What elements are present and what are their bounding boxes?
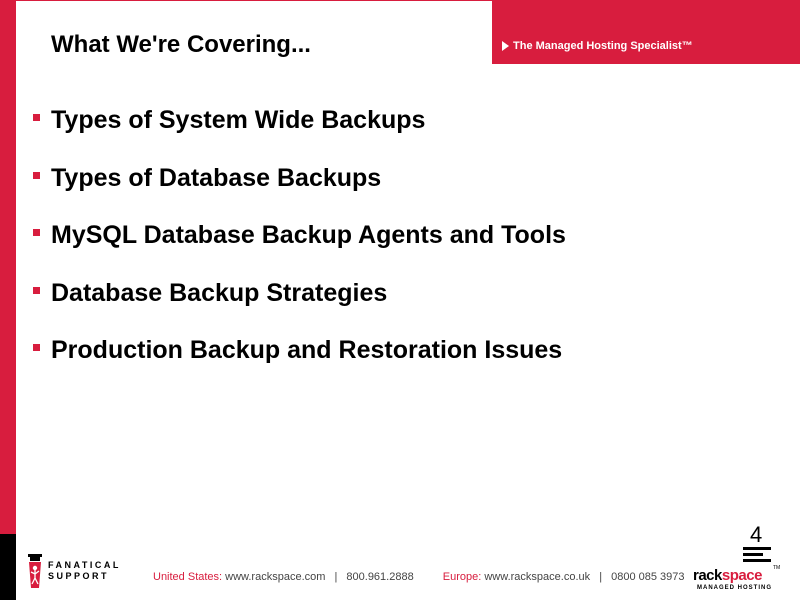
logo-tm: TM: [773, 565, 781, 571]
bullet-text: Types of System Wide Backups: [51, 106, 426, 134]
bullet-text: MySQL Database Backup Agents and Tools: [51, 221, 566, 249]
logo-bar: [743, 547, 771, 550]
eu-site-link[interactable]: www.rackspace.co.uk: [484, 571, 591, 583]
play-arrow-icon: [502, 41, 509, 51]
bullet-item: [33, 164, 566, 222]
support-text: SUPPORT: [48, 571, 110, 581]
bullet-item: [33, 336, 566, 394]
bullet-square-icon: [33, 287, 40, 294]
logo-bar: [743, 553, 763, 556]
rackspace-bars-icon: [743, 547, 771, 565]
logo-rack-text: rack: [693, 567, 722, 584]
logo-subtitle: MANAGED HOSTING: [697, 585, 772, 591]
eu-phone: 0800 085 3973: [611, 571, 685, 583]
tagline-text: The Managed Hosting Specialist™: [513, 40, 693, 52]
separator: |: [334, 571, 338, 583]
footer-contact: [153, 571, 685, 583]
bullet-square-icon: [33, 229, 40, 236]
slide-title: What We're Covering...: [51, 31, 311, 58]
logo-space-text: space: [721, 567, 762, 584]
us-site-link[interactable]: www.rackspace.com: [225, 571, 326, 583]
bullet-text: Types of Database Backups: [51, 163, 382, 192]
separator: |: [599, 571, 603, 583]
bullet-square-icon: [33, 172, 40, 179]
us-label: United States:: [153, 571, 223, 583]
bullet-text: Production Backup and Restoration Issues: [51, 336, 563, 364]
rackspace-logo: [693, 545, 783, 597]
tagline-banner: [492, 0, 800, 64]
header-rule: [16, 0, 492, 1]
eu-label: Europe:: [442, 571, 482, 583]
rackspace-wordmark: [693, 567, 762, 584]
us-phone: 800.961.2888: [346, 571, 414, 583]
bullet-item: [33, 106, 566, 164]
bullet-square-icon: [33, 114, 40, 121]
fanatical-figure-icon: [26, 554, 44, 588]
tagline: [502, 40, 693, 52]
fanatical-support-logo: [26, 552, 121, 590]
page-number: 4: [750, 522, 763, 547]
logo-bar: [743, 559, 771, 562]
left-accent-bar-footer: [0, 534, 16, 600]
fanatical-text: FANATICAL: [48, 560, 121, 570]
bullet-text: Database Backup Strategies: [51, 278, 388, 307]
bullet-item: [33, 279, 566, 337]
left-accent-bar: [0, 0, 16, 534]
bullet-list: [33, 106, 566, 394]
bullet-square-icon: [33, 344, 40, 351]
bullet-item: [33, 221, 566, 279]
